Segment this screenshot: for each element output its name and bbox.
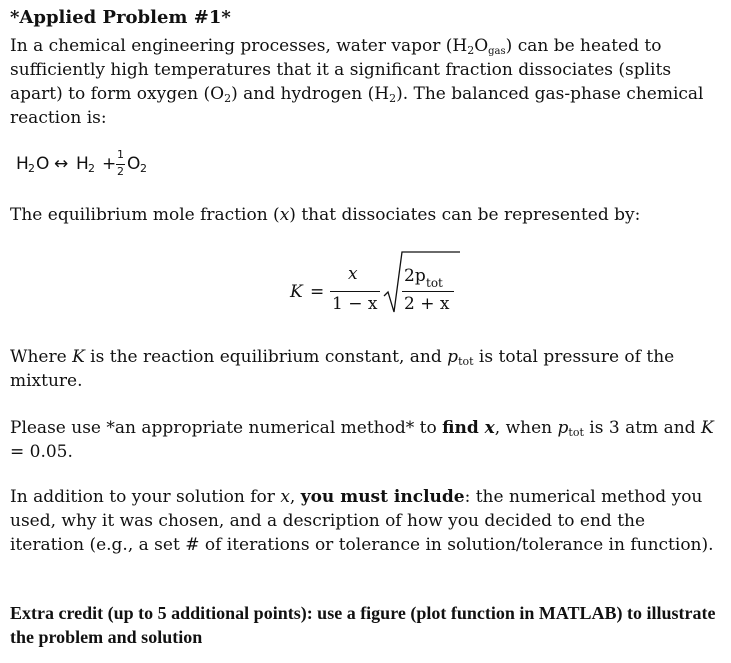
reaction-arrow: ↔ (54, 154, 69, 174)
formula-k: K (290, 282, 303, 302)
where-p-var: p (447, 347, 459, 367)
please-x-var: x (484, 418, 495, 438)
equil-text-1: The equilibrium mole fraction ( (10, 205, 280, 225)
intro-text-4: ). The balanced gas-phase chemical reaction is: (10, 84, 704, 128)
intro-text-3: ) and hydrogen (H (231, 84, 390, 104)
addition-text-1: In addition to your solution for (10, 487, 281, 507)
please-find-bold: find (442, 418, 485, 438)
intro-o2-sub: 2 (224, 92, 232, 105)
please-text-1: Please use *an appropriate numerical method* to (10, 418, 443, 438)
please-ptot-sub: tot (568, 426, 584, 439)
please-text-4: = 0.05. (10, 442, 73, 462)
reaction-frac-num: 1 (117, 148, 124, 161)
formula-ptot-sub: tot (426, 276, 443, 290)
formula-sqrt-denominator: 2 + x (404, 294, 450, 314)
extra-credit-paragraph: Extra credit (up to 5 additional points): use a figure (plot function in MATLAB) to illustrate the problem and solution (10, 603, 716, 647)
problem-title: *Applied Problem #1* (10, 7, 231, 28)
intro-gas-sub: gas (488, 46, 506, 57)
addition-paragraph (10, 485, 722, 557)
intro-h2o-o: O (474, 36, 489, 56)
please-k-var: K (700, 418, 714, 438)
formula-denominator: 1 − x (332, 294, 378, 314)
intro-h2o-sub: 2 (467, 44, 475, 57)
formula-sqrt-fraction-bar (402, 291, 454, 292)
please-text-3: is 3 atm and (583, 418, 701, 438)
please-paragraph (10, 416, 722, 464)
intro-paragraph (10, 34, 722, 130)
addition-text-2: , (289, 487, 301, 507)
intro-text-1: In a chemical engineering processes, water vapor ( (10, 36, 453, 56)
reaction-h2o-h: H (16, 154, 29, 174)
equil-text-2: ) that dissociates can be represented by: (289, 205, 641, 225)
reaction-h2o-sub: 2 (28, 162, 35, 175)
reaction-frac-den: 2 (117, 165, 124, 178)
addition-must-bold: you must include (300, 487, 465, 507)
reaction-plus: + (102, 154, 117, 174)
intro-text-2: ) can be heated to sufficiently high temperatures that it a significant fraction dissociates (splits apart) to form oxygen (O (10, 36, 672, 104)
formula-sqrt-numerator: 2p (404, 266, 426, 286)
where-ptot-sub: tot (458, 355, 474, 368)
addition-text-3: : the numerical method you used, why it was chosen, and a description of how you decided to end the iteration (e.g., a set # of iterations or tolerance in solution/tolerance in function). (10, 487, 714, 555)
formula-equals: = (310, 282, 325, 302)
please-text-2: , when (494, 418, 558, 438)
formula-fraction-bar (330, 291, 380, 292)
equilibrium-paragraph (10, 203, 722, 227)
where-text-1: Where (10, 347, 73, 367)
where-paragraph (10, 345, 722, 393)
reaction-h2-sub: 2 (88, 162, 95, 175)
where-text-2: is the reaction equilibrium constant, and (84, 347, 448, 367)
intro-h2o-h: H (452, 36, 468, 56)
where-k-var: K (72, 347, 85, 367)
equil-x-var: x (279, 205, 290, 225)
reaction-o2-o: O (127, 154, 141, 174)
addition-x-var: x (280, 487, 290, 507)
reaction-h2-h: H (76, 154, 89, 174)
formula-numerator-x: x (348, 264, 358, 284)
please-p-var: p (557, 418, 569, 438)
reaction-o2-sub: 2 (140, 162, 147, 175)
equilibrium-formula (280, 250, 480, 330)
reaction-h2o-o: O (36, 154, 50, 174)
intro-h2-sub: 2 (389, 92, 397, 105)
where-text-3: is total pressure of the mixture. (10, 347, 675, 391)
